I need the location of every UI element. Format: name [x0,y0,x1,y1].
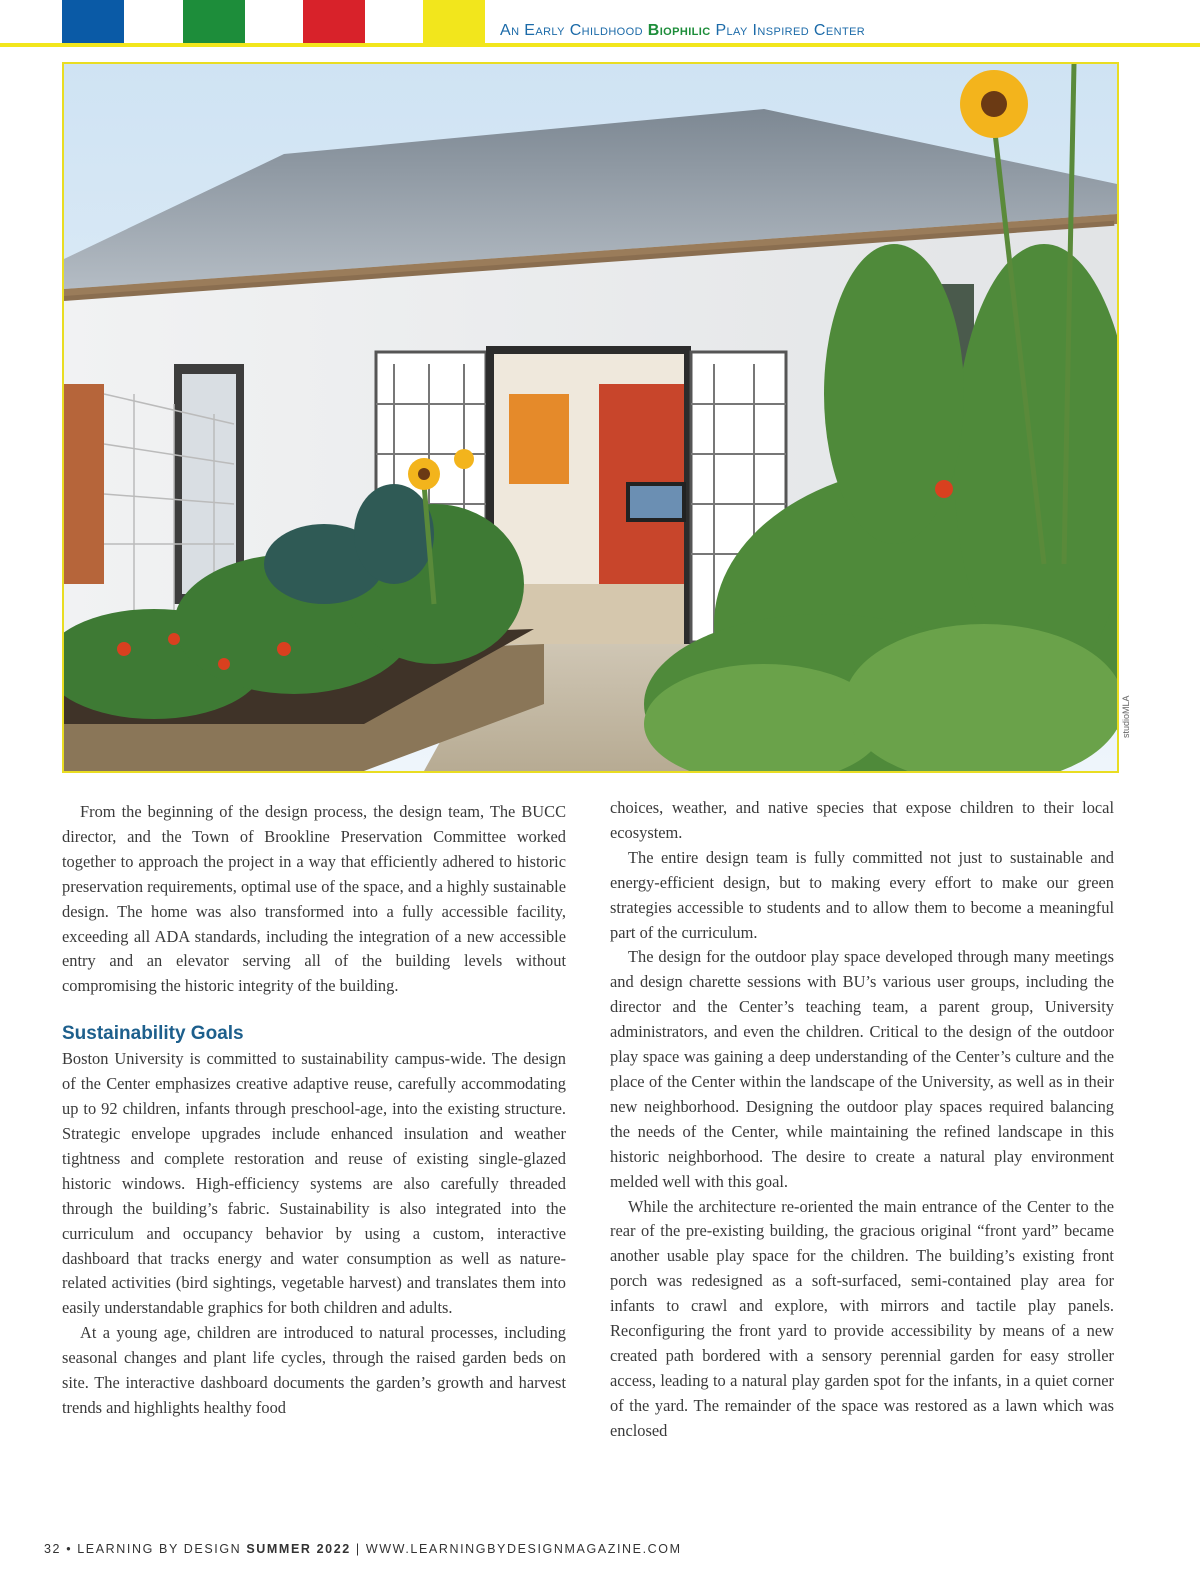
left-column [62,800,566,1421]
body-paragraph: Boston University is committed to sustainability campus-wide. The design of the Center emphasizes creative adaptive reuse, carefully accommodating up to 92 children, infants through preschool-age, into the existing structure. Strategic envelope upgrades include enhanced insulation and weather tightness and complete restoration and reuse of existing single-glazed historic windows. High-efficiency systems are also carefully threaded through the building’s fabric. Sustainability is also integrated into the curriculum and occupancy behavior by using a custom, interactive dashboard that tracks energy and water consumption as well as nature-related activities (bird sightings, vegetable harvest) and translates them into easily understandable graphics for both children and adults. [62,1049,566,1318]
header-rule [0,43,1200,47]
garden-photo [62,62,1119,773]
running-head-pre: An Early Childhood [500,22,648,39]
yellow-block [423,0,485,43]
red-block [303,0,365,43]
photo-credit: studioMLA [1121,695,1131,738]
running-head-post: Play Inspired Center [710,22,866,39]
body-paragraph: While the architecture re-oriented the main entrance of the Center to the rear of the pre-existing building, the gracious original “front yard” became another usable play space for the children. The building’s existing front porch was redesigned as a soft-surfaced, semi-contained play area for infants to crawl and explore, with mirrors and tactile play panels. Reconfiguring the front yard to provide accessibility by means of a new created path bordered with a sensory perennial garden for easy stroller access, leading to a natural play garden spot for the infants, in a quiet corner of the yard. The remainder of the space was restored as a lawn which was enclosed [610,1196,1114,1440]
issue-label: SUMMER 2022 [246,1542,351,1556]
magazine-url[interactable]: WWW.LEARNINGBYDESIGNMAGAZINE.COM [365,1542,682,1556]
running-head [500,22,865,40]
body-paragraph: choices, weather, and native species that expose children to their local ecosystem. [610,798,1114,842]
page-number: 32 [44,1542,62,1556]
footer-bullet: • [66,1542,73,1556]
page-footer [44,1542,682,1556]
body-paragraph: The entire design team is fully committed not just to sustainable and energy-efficient design, but to making every effort to make our green strategies accessible to students and to allow them to become a meaningful part of the curriculum. [610,847,1114,942]
magazine-name: LEARNING BY DESIGN [77,1542,242,1556]
section-heading: Sustainability Goals [62,1023,244,1045]
body-paragraph: From the beginning of the design process, the design team, The BUCC director, and the Town of Brookline Preservation Committee worked together to approach the project in a way that efficiently adhered to historic preservation requirements, optimal use of the space, and a highly sustainable design. The home was also transformed into a fully accessible facility, exceeding all ADA standards, including the integration of a new accessible entry and an elevator serving all of the building levels without compromising the historic integrity of the building. [62,802,566,996]
header-color-blocks [62,0,482,43]
blue-block [62,0,124,43]
body-paragraph: The design for the outdoor play space developed through many meetings and design charette sessions with BU’s various user groups, including the director and the Center’s teaching team, a parent group, University administrators, and even the children. Critical to the design of the outdoor play space was gaining a deep understanding of the Center’s culture and the place of the Center within the landscape of the University, as well as in their new neighborhood. Designing the outdoor play spaces required balancing the needs of the Center, while maintaining the refined landscape in this historic neighborhood. The desire to create a natural play environment melded well with this goal. [610,947,1114,1191]
running-head-highlight: Biophilic [647,22,711,39]
green-block [183,0,245,43]
right-column [610,796,1114,1444]
body-paragraph: At a young age, children are introduced to natural processes, including seasonal changes and plant life cycles, through the raised garden beds on site. The interactive dashboard documents the garden’s growth and harvest trends and highlights healthy food [62,1323,566,1417]
footer-separator: | [355,1542,361,1556]
photo-illustration [64,64,1117,771]
